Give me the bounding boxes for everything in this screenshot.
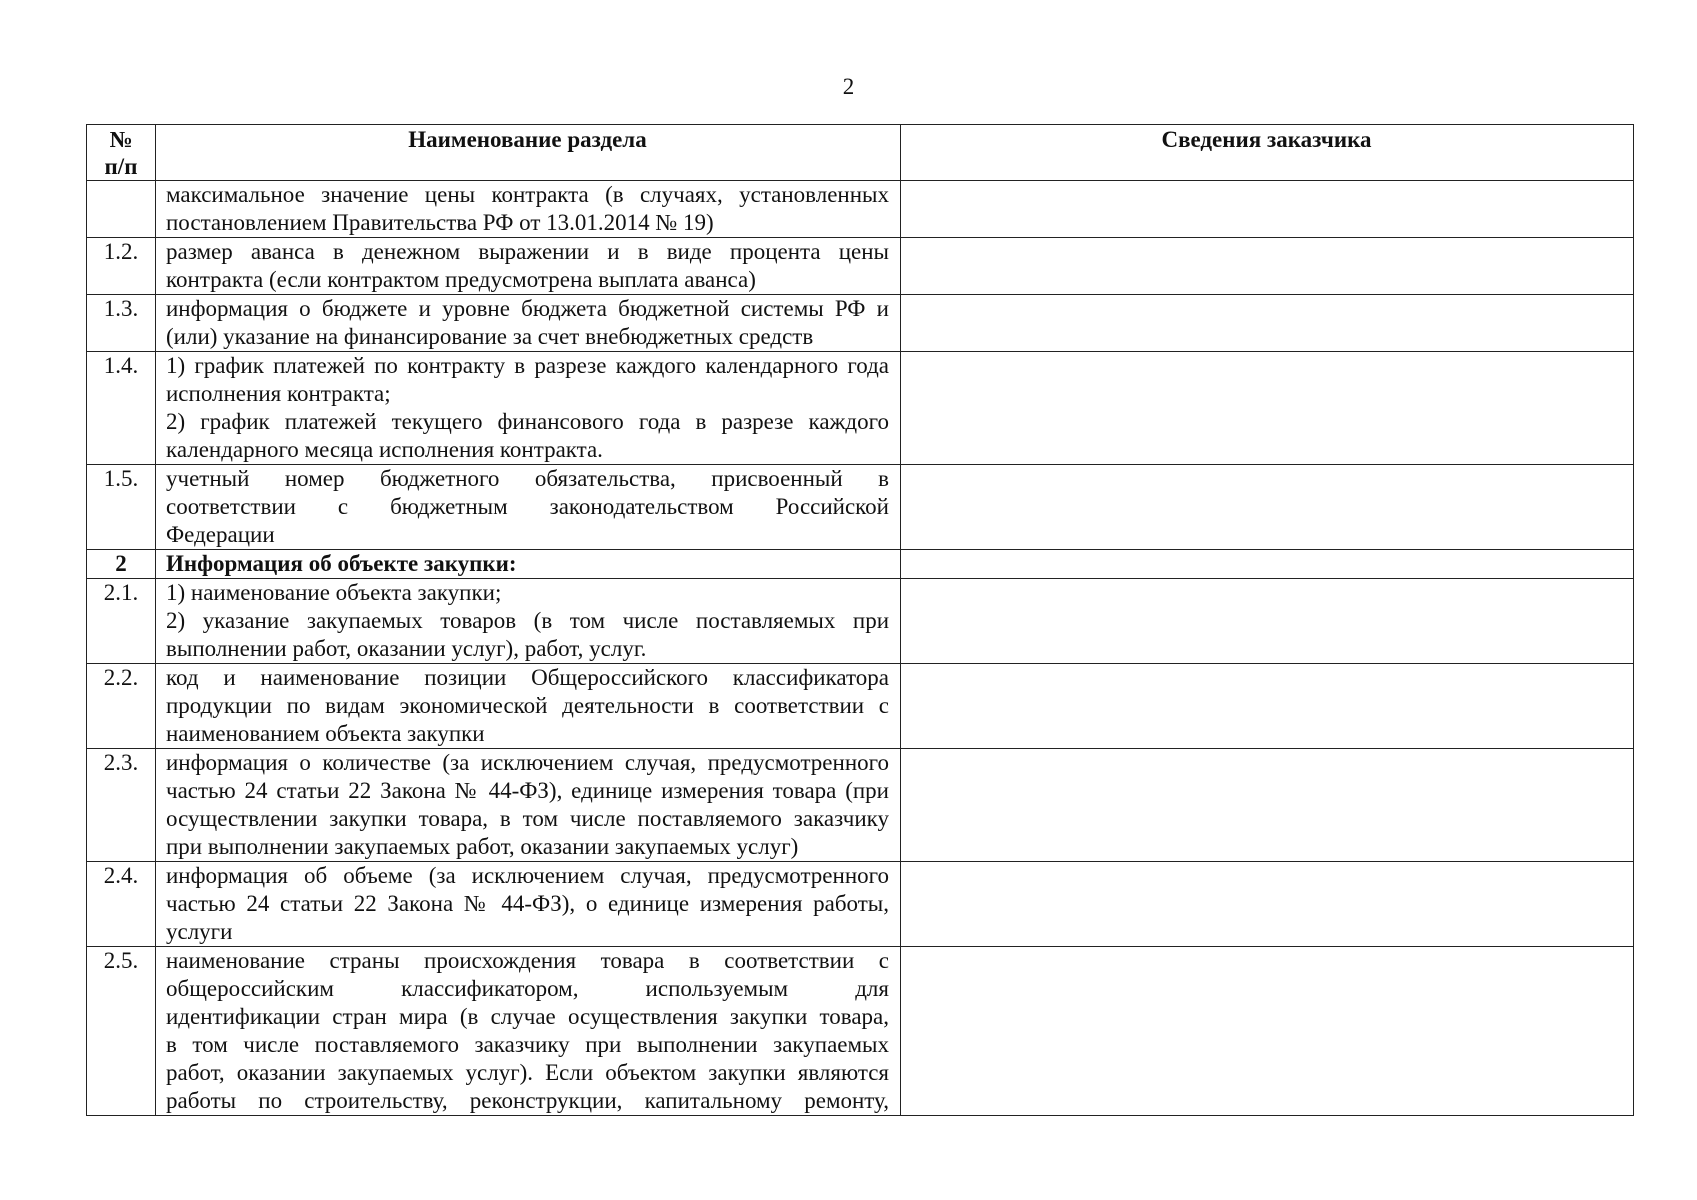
- row-text-line: информация о количестве (за исключением случая, предусмотренного: [166, 750, 889, 775]
- header-section-name: Наименование раздела: [156, 125, 901, 181]
- row-number: 1.3.: [87, 295, 156, 352]
- table-row: [87, 579, 1634, 664]
- row-text-line: услуги: [166, 919, 233, 944]
- header-number-line2: п/п: [104, 154, 138, 179]
- row-number: 1.4.: [87, 352, 156, 465]
- row-text-line: (или) указание на финансирование за счет внебюджетных средств: [166, 324, 814, 349]
- row-customer-info: [901, 550, 1634, 579]
- row-customer-info: [901, 181, 1634, 238]
- customer-info-table: [86, 124, 1634, 1116]
- row-text-line: осуществлении закупки товара, в том числе поставляемого заказчику: [166, 806, 889, 831]
- row-text-line: 2) график платежей текущего финансового года в разрезе каждого: [166, 409, 889, 434]
- row-number: 2.5.: [87, 947, 156, 1116]
- row-text-line: частью 24 статьи 22 Закона № 44-ФЗ), о единице измерения работы,: [166, 891, 889, 916]
- header-customer-info: Сведения заказчика: [901, 125, 1634, 181]
- row-section-name: [156, 352, 901, 465]
- row-text-line: при выполнении закупаемых работ, оказании закупаемых услуг): [166, 834, 799, 859]
- row-text-line: Информация об объекте закупки:: [166, 551, 517, 576]
- row-section-name: [156, 947, 901, 1116]
- row-customer-info: [901, 862, 1634, 947]
- row-text-line: частью 24 статьи 22 Закона № 44-ФЗ), единице измерения товара (при: [166, 778, 889, 803]
- row-text-line: 2) указание закупаемых товаров (в том числе поставляемых при: [166, 608, 889, 633]
- row-text-line: календарного месяца исполнения контракта.: [166, 437, 603, 462]
- row-customer-info: [901, 579, 1634, 664]
- table-row: [87, 664, 1634, 749]
- table-row: [87, 181, 1634, 238]
- row-number: [87, 181, 156, 238]
- row-text-line: 1) график платежей по контракту в разрезе каждого календарного года: [166, 353, 889, 378]
- row-section-name: [156, 465, 901, 550]
- row-text-line: работ, оказании закупаемых услуг). Если объектом закупки являются: [166, 1060, 889, 1085]
- row-number: 1.2.: [87, 238, 156, 295]
- row-text-line: код и наименование позиции Общероссийского классификатора: [166, 665, 889, 690]
- row-section-name: [156, 238, 901, 295]
- row-text-line: Федерации: [166, 522, 275, 547]
- row-section-name: [156, 295, 901, 352]
- row-customer-info: [901, 664, 1634, 749]
- row-text-line: постановлением Правительства РФ от 13.01.2014 № 19): [166, 210, 714, 235]
- row-customer-info: [901, 295, 1634, 352]
- table-row: [87, 295, 1634, 352]
- row-section-name: [156, 862, 901, 947]
- row-number: 2.1.: [87, 579, 156, 664]
- page-number: 2: [842, 74, 855, 99]
- table-body: [87, 181, 1634, 1116]
- row-text-line: учетный номер бюджетного обязательства, присвоенный в: [166, 466, 889, 491]
- table-row: [87, 238, 1634, 295]
- table-row: [87, 947, 1634, 1116]
- row-text-line: продукции по видам экономической деятельности в соответствии с: [166, 693, 889, 718]
- row-text-line: в том числе поставляемого заказчику при выполнении закупаемых: [166, 1032, 889, 1057]
- row-text-line: выполнении работ, оказании услуг), работ, услуг.: [166, 636, 647, 661]
- header-number-line1: №: [109, 127, 133, 152]
- row-text-line: исполнения контракта;: [166, 381, 391, 406]
- table-row: [87, 465, 1634, 550]
- row-number: 2.4.: [87, 862, 156, 947]
- row-section-name: [156, 550, 901, 579]
- row-customer-info: [901, 238, 1634, 295]
- row-text-line: контракта (если контрактом предусмотрена выплата аванса): [166, 267, 756, 292]
- row-customer-info: [901, 947, 1634, 1116]
- table-header-row: [87, 125, 1634, 181]
- row-text-line: размер аванса в денежном выражении и в виде процента цены: [166, 239, 889, 264]
- table-row: [87, 352, 1634, 465]
- row-text-line: общероссийским классификатором, используемым для: [166, 976, 889, 1001]
- row-customer-info: [901, 749, 1634, 862]
- row-number: 1.5.: [87, 465, 156, 550]
- row-number: 2.3.: [87, 749, 156, 862]
- row-text-line: наименование страны происхождения товара в соответствии с: [166, 948, 889, 973]
- table-row: [87, 550, 1634, 579]
- row-text-line: информация о бюджете и уровне бюджета бюджетной системы РФ и: [166, 296, 889, 321]
- row-text-line: идентификации стран мира (в случае осуществления закупки товара,: [166, 1004, 889, 1029]
- row-section-name: [156, 579, 901, 664]
- table-row: [87, 749, 1634, 862]
- row-text-line: 1) наименование объекта закупки;: [166, 580, 502, 605]
- row-text-line: наименованием объекта закупки: [166, 721, 485, 746]
- row-section-name: [156, 664, 901, 749]
- row-section-name: [156, 749, 901, 862]
- header-number: [87, 125, 156, 181]
- row-text-line: работы по строительству, реконструкции, капитальному ремонту,: [166, 1088, 889, 1113]
- row-text-line: максимальное значение цены контракта (в случаях, установленных: [166, 182, 889, 207]
- table-row: [87, 862, 1634, 947]
- row-customer-info: [901, 465, 1634, 550]
- row-customer-info: [901, 352, 1634, 465]
- row-number: 2.2.: [87, 664, 156, 749]
- row-number: 2: [87, 550, 156, 579]
- row-section-name: [156, 181, 901, 238]
- row-text-line: соответствии с бюджетным законодательством Российской: [166, 494, 889, 519]
- row-text-line: информация об объеме (за исключением случая, предусмотренного: [166, 863, 889, 888]
